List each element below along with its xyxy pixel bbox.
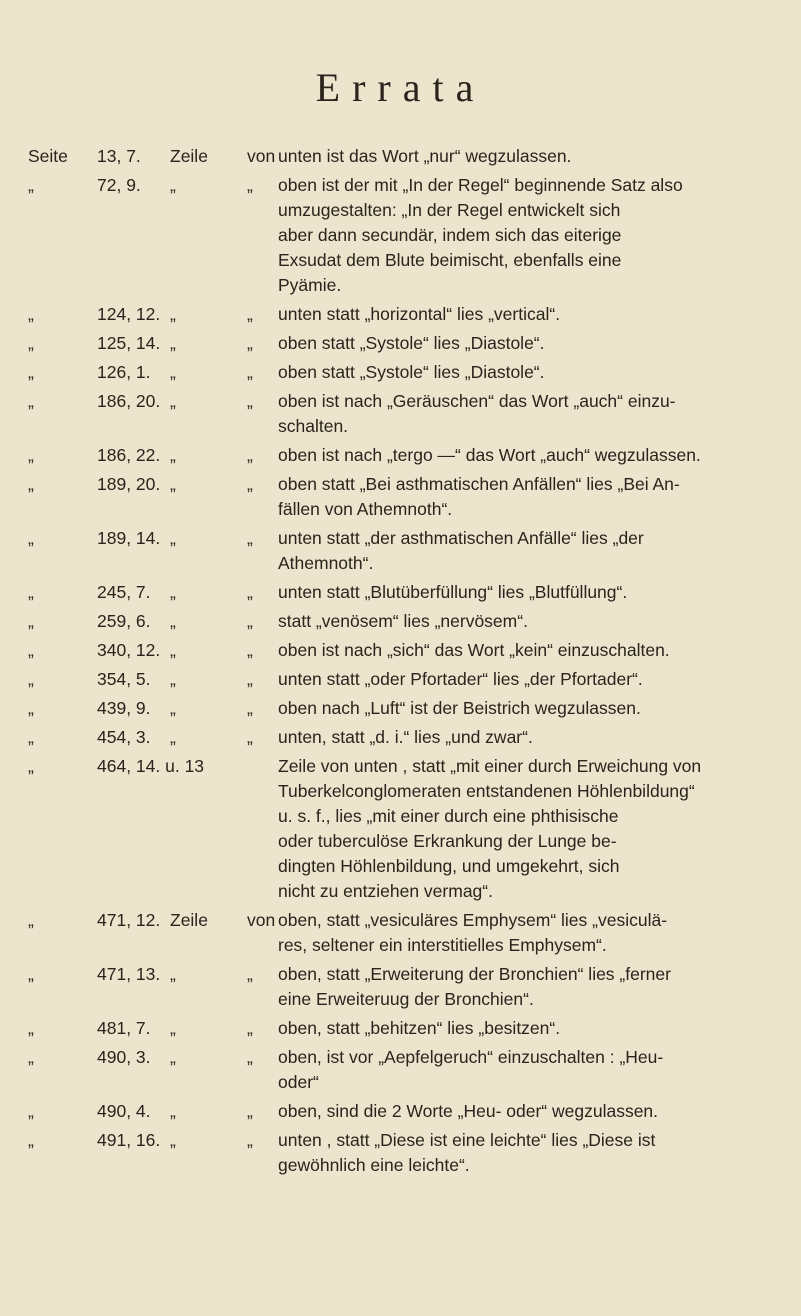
- correction-text: Pyämie.: [278, 275, 342, 295]
- correction-text: statt „venösem“ lies „nervösem“.: [278, 611, 528, 631]
- line-ref: 186, 20.: [97, 391, 161, 411]
- line-ref: 471, 13.: [97, 964, 161, 984]
- errata-entry: [0, 1128, 801, 1178]
- correction-text: unten statt „Blutüberfüllung“ lies „Blutfüllung“.: [278, 582, 628, 602]
- correction-text: gewöhnlich eine leichte“.: [278, 1155, 470, 1175]
- errata-entry: [0, 360, 801, 385]
- zeile-column: „: [170, 698, 176, 718]
- line-ref: 259, 6.: [97, 611, 151, 631]
- correction-text: oben, statt „vesiculäres Emphysem“ lies „vesiculä-: [278, 910, 668, 930]
- zeile-column: „: [170, 964, 176, 984]
- correction-text: Zeile von unten , statt „mit einer durch Erweichung von: [278, 756, 702, 776]
- correction-text: oben, ist vor „Aepfelgeruch“ einzuschalten : „Heu-: [278, 1047, 664, 1067]
- page-column: „: [28, 1018, 34, 1038]
- correction-text: fällen von Athemnoth“.: [278, 499, 453, 519]
- line-ref: 439, 9.: [97, 698, 151, 718]
- page-column: „: [28, 391, 34, 411]
- direction-column: „: [247, 582, 253, 602]
- correction-text: oben ist nach „Geräuschen“ das Wort „auch“ einzu-: [278, 391, 676, 411]
- errata-entry: [0, 609, 801, 634]
- errata-entry: [0, 580, 801, 605]
- correction-text: oder“: [278, 1072, 319, 1092]
- correction-text: eine Erweiteruug der Bronchien“.: [278, 989, 534, 1009]
- direction-column: „: [247, 391, 253, 411]
- zeile-column: „: [170, 175, 176, 195]
- direction-column: von: [247, 910, 276, 930]
- correction-text: oben ist nach „sich“ das Wort „kein“ einzuschalten.: [278, 640, 670, 660]
- page-column: „: [28, 756, 34, 776]
- correction-text: Tuberkelconglomeraten entstandenen Höhlenbildung“: [278, 781, 695, 801]
- errata-entry: [0, 908, 801, 958]
- correction-text: Athemnoth“.: [278, 553, 374, 573]
- zeile-column: „: [170, 582, 176, 602]
- errata-entry: [0, 302, 801, 327]
- zeile-column: Zeile: [170, 910, 208, 930]
- errata-entry: [0, 173, 801, 298]
- line-ref: 125, 14.: [97, 333, 161, 353]
- page-column: „: [28, 1101, 34, 1121]
- correction-text: oben, sind die 2 Worte „Heu- oder“ wegzulassen.: [278, 1101, 659, 1121]
- line-ref: 13, 7.: [97, 146, 141, 166]
- correction-text: u. s. f., lies „mit einer durch eine phthisische: [278, 806, 619, 826]
- zeile-column: „: [170, 1047, 176, 1067]
- direction-column: „: [247, 1018, 253, 1038]
- page-column: Seite: [28, 146, 68, 166]
- line-ref: 126, 1.: [97, 362, 151, 382]
- page-column: „: [28, 698, 34, 718]
- zeile-column: „: [170, 1018, 176, 1038]
- page-title: Errata: [315, 65, 486, 110]
- errata-entry: [0, 667, 801, 692]
- errata-list: [0, 144, 801, 1182]
- line-ref: 189, 14.: [97, 528, 161, 548]
- direction-column: „: [247, 640, 253, 660]
- line-ref: 124, 12.: [97, 304, 161, 324]
- correction-text: unten ist das Wort „nur“ wegzulassen.: [278, 146, 572, 166]
- direction-column: „: [247, 669, 253, 689]
- line-ref: 354, 5.: [97, 669, 151, 689]
- correction-text: oben, statt „behitzen“ lies „besitzen“.: [278, 1018, 561, 1038]
- errata-entry: [0, 696, 801, 721]
- page-column: „: [28, 640, 34, 660]
- line-ref: 464, 14. u. 13: [97, 756, 205, 776]
- direction-column: „: [247, 333, 253, 353]
- direction-column: „: [247, 445, 253, 465]
- correction-text: oben ist nach „tergo —“ das Wort „auch“ wegzulassen.: [278, 445, 701, 465]
- errata-entry: [0, 1099, 801, 1124]
- direction-column: „: [247, 528, 253, 548]
- errata-entry: [0, 754, 801, 904]
- zeile-column: „: [170, 669, 176, 689]
- errata-entry: [0, 331, 801, 356]
- page-column: „: [28, 964, 34, 984]
- zeile-column: „: [170, 528, 176, 548]
- zeile-column: „: [170, 445, 176, 465]
- line-ref: 490, 4.: [97, 1101, 151, 1121]
- direction-column: „: [247, 362, 253, 382]
- errata-entry: [0, 1045, 801, 1095]
- errata-entry: [0, 1016, 801, 1041]
- line-ref: 245, 7.: [97, 582, 151, 602]
- direction-column: „: [247, 175, 253, 195]
- correction-text: oben statt „Systole“ lies „Diastole“.: [278, 333, 545, 353]
- correction-text: oder tuberculöse Erkrankung der Lunge be-: [278, 831, 617, 851]
- errata-entry: [0, 638, 801, 663]
- direction-column: „: [247, 611, 253, 631]
- correction-text: oben ist der mit „In der Regel“ beginnende Satz also: [278, 175, 683, 195]
- direction-column: „: [247, 1047, 253, 1067]
- line-ref: 340, 12.: [97, 640, 161, 660]
- line-ref: 189, 20.: [97, 474, 161, 494]
- correction-text: res, seltener ein interstitielles Emphysem“.: [278, 935, 607, 955]
- correction-text: umzugestalten: „In der Regel entwickelt sich: [278, 200, 621, 220]
- correction-text: dingten Höhlenbildung, und umgekehrt, sich: [278, 856, 620, 876]
- zeile-column: „: [170, 391, 176, 411]
- correction-text: oben statt „Systole“ lies „Diastole“.: [278, 362, 545, 382]
- zeile-column: „: [170, 640, 176, 660]
- zeile-column: „: [170, 611, 176, 631]
- errata-entry: [0, 144, 801, 169]
- line-ref: 72, 9.: [97, 175, 141, 195]
- page-column: „: [28, 611, 34, 631]
- errata-entry: [0, 725, 801, 750]
- zeile-column: Zeile: [170, 146, 208, 166]
- correction-text: aber dann secundär, indem sich das eiterige: [278, 225, 622, 245]
- errata-entry: [0, 962, 801, 1012]
- page-column: „: [28, 582, 34, 602]
- line-ref: 454, 3.: [97, 727, 151, 747]
- page-column: „: [28, 528, 34, 548]
- zeile-column: „: [170, 1101, 176, 1121]
- page-column: „: [28, 445, 34, 465]
- direction-column: von: [247, 146, 276, 166]
- page-column: „: [28, 362, 34, 382]
- correction-text: unten statt „der asthmatischen Anfälle“ lies „der: [278, 528, 644, 548]
- page-column: „: [28, 669, 34, 689]
- correction-text: oben nach „Luft“ ist der Beistrich wegzulassen.: [278, 698, 641, 718]
- direction-column: „: [247, 1101, 253, 1121]
- page-column: „: [28, 1047, 34, 1067]
- page-column: „: [28, 910, 34, 930]
- zeile-column: „: [170, 362, 176, 382]
- zeile-column: „: [170, 474, 176, 494]
- page-column: „: [28, 304, 34, 324]
- page-column: „: [28, 333, 34, 353]
- correction-text: Exsudat dem Blute beimischt, ebenfalls eine: [278, 250, 622, 270]
- line-ref: 186, 22.: [97, 445, 161, 465]
- direction-column: „: [247, 474, 253, 494]
- direction-column: „: [247, 698, 253, 718]
- zeile-column: „: [170, 727, 176, 747]
- direction-column: „: [247, 1130, 253, 1150]
- page-column: „: [28, 727, 34, 747]
- correction-text: schalten.: [278, 416, 349, 436]
- zeile-column: „: [170, 304, 176, 324]
- line-ref: 481, 7.: [97, 1018, 151, 1038]
- zeile-column: „: [170, 333, 176, 353]
- zeile-column: „: [170, 1130, 176, 1150]
- page-column: „: [28, 1130, 34, 1150]
- errata-entry: [0, 389, 801, 439]
- direction-column: „: [247, 727, 253, 747]
- correction-text: unten statt „horizontal“ lies „vertical“.: [278, 304, 561, 324]
- correction-text: oben statt „Bei asthmatischen Anfällen“ lies „Bei An-: [278, 474, 680, 494]
- direction-column: „: [247, 964, 253, 984]
- correction-text: nicht zu entziehen vermag“.: [278, 881, 493, 901]
- line-ref: 490, 3.: [97, 1047, 151, 1067]
- errata-entry: [0, 472, 801, 522]
- page-column: „: [28, 474, 34, 494]
- line-ref: 471, 12.: [97, 910, 161, 930]
- direction-column: „: [247, 304, 253, 324]
- correction-text: oben, statt „Erweiterung der Bronchien“ lies „ferner: [278, 964, 671, 984]
- page-column: „: [28, 175, 34, 195]
- errata-entry: [0, 526, 801, 576]
- errata-entry: [0, 443, 801, 468]
- correction-text: unten statt „oder Pfortader“ lies „der Pfortader“.: [278, 669, 643, 689]
- correction-text: unten , statt „Diese ist eine leichte“ lies „Diese ist: [278, 1130, 656, 1150]
- line-ref: 491, 16.: [97, 1130, 161, 1150]
- correction-text: unten, statt „d. i.“ lies „und zwar“.: [278, 727, 533, 747]
